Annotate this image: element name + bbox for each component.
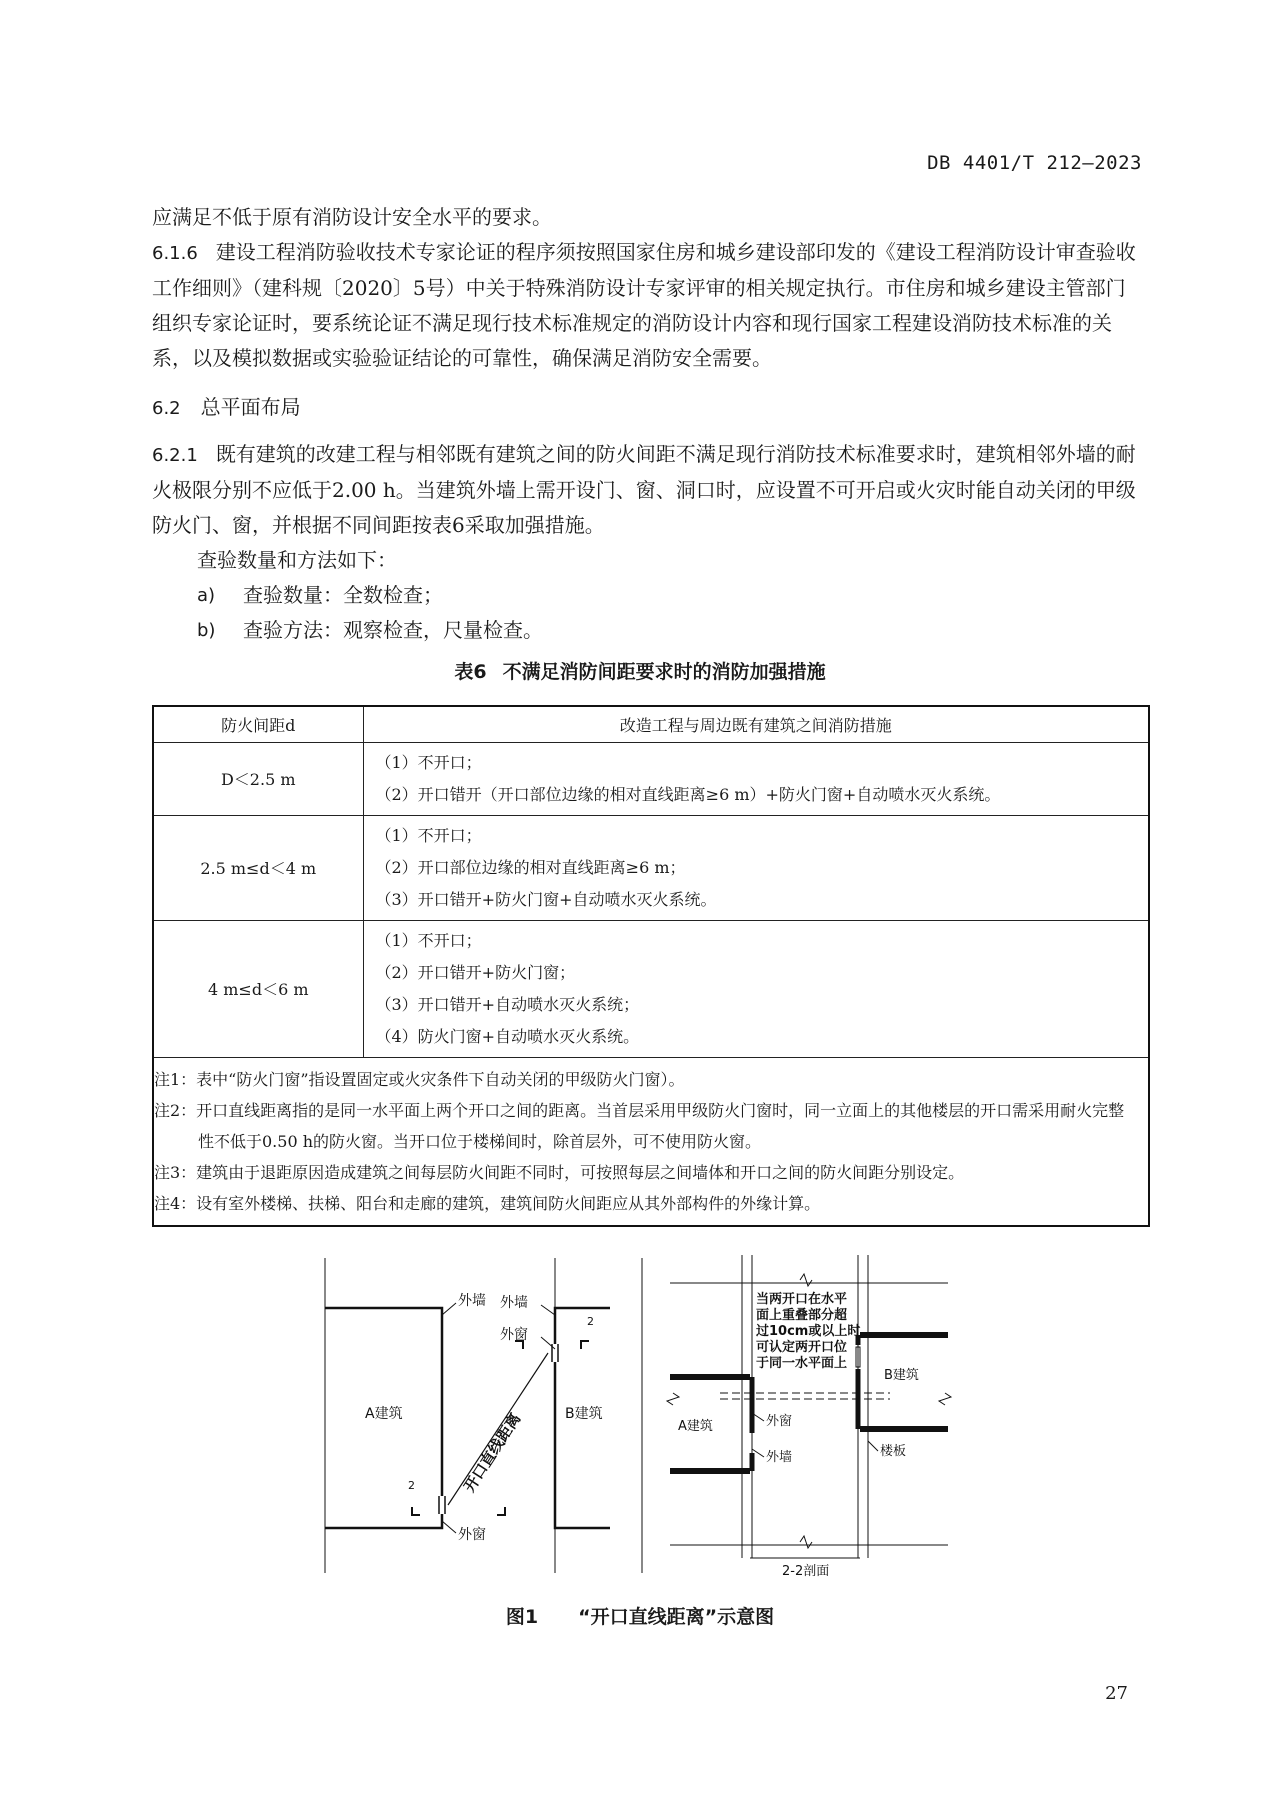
measure-line: （1）不开口； [375,825,482,845]
section-note-line: 过10cm或以上时 [756,1324,861,1339]
section-note-line: 面上重叠部分超 [756,1308,848,1323]
page-number: 27 [1105,1683,1128,1704]
plan-labels [365,1292,603,1543]
table-title: 不满足消防间距要求时的消防加强措施 [502,661,826,683]
list-marker: a) [197,585,216,606]
figure-label: 图1 [505,1606,539,1628]
clause-text: 建设工程消防验收技术专家论证的程序须按照国家住房和城乡建设部印发的《建设工程消防设计审查验收工作细则》（建科规〔2020〕5号）中关于特殊消防设计专家评审的相关规定执行。市住房和城乡建设主管部门组织专家论证时，要系统论证不满足现行技术标准规定的消防设计内容和现行国家工程建设消防技术标准的关系，以及模拟数据或实验验证结论的可靠性，确保满足消防安全需要。 [152,240,1136,370]
paragraph-text: 应满足不低于原有消防设计安全水平的要求。 [152,205,552,229]
section-note-line: 当两开口在水平 [756,1292,848,1307]
table-row [153,742,1149,815]
notes-cell [153,1057,1149,1226]
building-b-label: B建筑 [884,1368,919,1383]
table-note: 注3：建筑由于退距原因造成建筑之间每层防火间距不同时，可按照每层之间墙体和开口之间的防火间距分别设定。 [154,1162,965,1182]
measure-line: （3）开口错开+防火门窗+自动喷水灭火系统。 [375,889,717,909]
clause-6-1-6 [152,235,1142,376]
table-notes-row [153,1057,1149,1226]
window-b-label: 外窗 [500,1327,528,1343]
distance-cell: 4 m≤d＜6 m [153,920,363,1057]
section-mark-label: 2 [587,1315,594,1328]
clause-6-2-1 [152,437,1142,648]
table-row [153,920,1149,1057]
standard-code: DB 4401/T 212—2023 [927,152,1142,174]
measures-cell [363,742,1149,815]
window-a-label: 外窗 [458,1527,486,1543]
outer-wall-b-label: 外墙 [500,1295,528,1311]
list-item [152,613,1142,648]
measures-cell [363,920,1149,1057]
figure-title: “开口直线距离”示意图 [578,1606,775,1628]
measure-line: （3）开口错开+自动喷水灭火系统； [375,994,640,1014]
list-marker: b) [197,620,216,641]
column-header: 改造工程与周边既有建筑之间消防措施 [363,706,1149,742]
building-a-label: A建筑 [365,1406,403,1422]
clause-number: 6.1.6 [152,243,198,264]
table-note: 注1：表中“防火门窗”指设置固定或火灾条件下自动关闭的甲级防火门窗）。 [154,1069,685,1089]
section-caption: 2-2剖面 [782,1564,830,1579]
section-mark-label: 2 [408,1479,415,1492]
clause-text: 既有建筑的改建工程与相邻既有建筑之间的防火间距不满足现行消防技术标准要求时，建筑相邻外墙的耐火极限分别不应低于2.00 h。当建筑外墙上需开设门、窗、洞口时，应设置不可开启或火灾时能自动关闭的甲级防火门、窗，并根据不同间距按表6采取加强措施。 [152,442,1136,537]
table-header-row [153,706,1149,742]
distance-cell: D＜2.5 m [153,742,363,815]
figure-opening-distance [300,1253,1040,1583]
building-a-label: A建筑 [678,1419,713,1434]
column-header: 防火间距d [153,706,363,742]
table-caption [0,657,1280,684]
measure-line: （2）开口部位边缘的相对直线距离≥6 m； [375,857,686,877]
clause-number: 6.2.1 [152,445,198,466]
window-label: 外窗 [766,1414,793,1429]
fire-measures-table [152,705,1150,1227]
table-row [153,815,1149,920]
section-note-line: 于同一水平面上 [756,1356,848,1371]
measure-line: （2）开口错开（开口部位边缘的相对直线距离≥6 m）+防火门窗+自动喷水灭火系统。 [375,784,1001,804]
table-note: 注4：设有室外楼梯、扶梯、阳台和走廊的建筑，建筑间防火间距应从其外部构件的外缘计算。 [154,1193,821,1213]
building-b-label: B建筑 [565,1406,603,1422]
list-item [152,578,1142,613]
distance-label: 开口直线距离 [460,1409,525,1496]
figure-caption [0,1602,1280,1629]
measure-line: （1）不开口； [375,752,482,772]
section-title: 总平面布局 [200,395,301,419]
floor-slab-label: 楼板 [880,1444,907,1459]
section-note-line: 可认定两开口位 [756,1340,848,1355]
continued-paragraph [152,200,1142,235]
table-label: 表6 [454,661,487,683]
measure-line: （2）开口错开+防火门窗； [375,962,576,982]
list-text: 查验方法：观察检查，尺量检查。 [243,618,543,642]
measures-cell [363,815,1149,920]
section-heading [152,391,301,420]
list-text: 查验数量：全数检查； [243,583,443,607]
section-number: 6.2 [152,398,181,419]
measure-line: （1）不开口； [375,930,482,950]
table-note: 注2：开口直线距离指的是同一水平面上两个开口之间的距离。当首层采用甲级防火门窗时，同一立面上的其他楼层的开口需采用耐火完整性不低于0.50 h的防火窗。当开口位于楼梯间时，除首层外，可不使用防火窗。 [154,1100,1125,1151]
check-intro: 查验数量和方法如下： [197,548,397,572]
distance-cell: 2.5 m≤d＜4 m [153,815,363,920]
wall-label: 外墙 [766,1450,793,1465]
outer-wall-a-label: 外墙 [458,1293,486,1309]
measure-line: （4）防火门窗+自动喷水灭火系统。 [375,1026,640,1046]
